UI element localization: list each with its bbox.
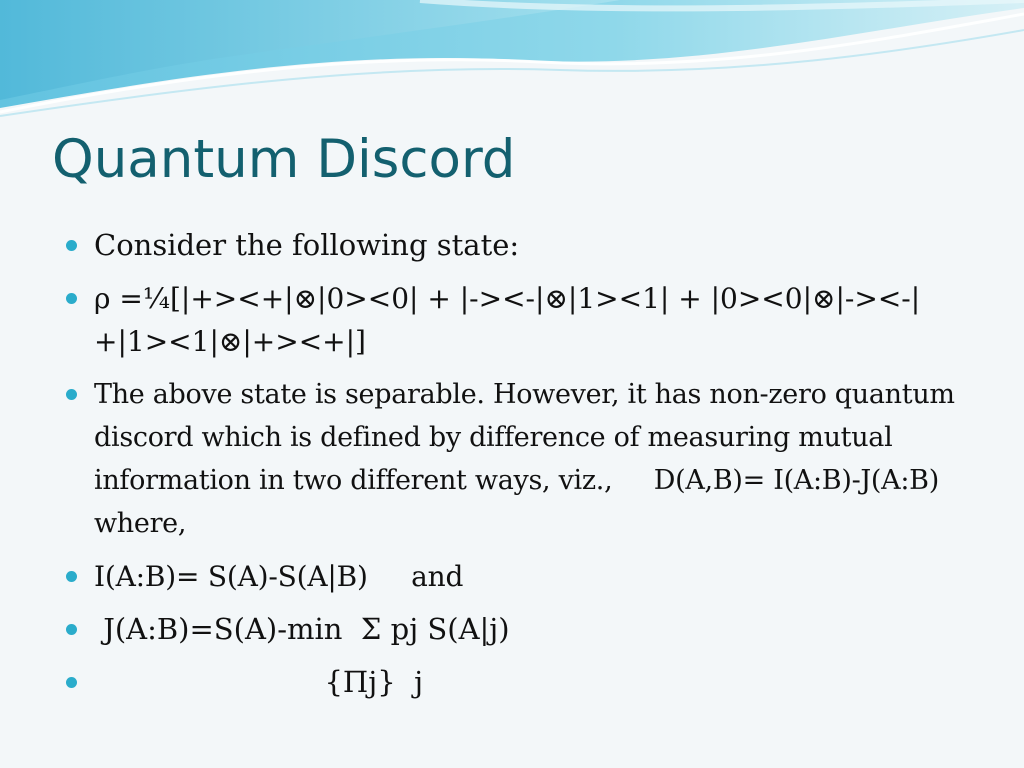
bullet-item [66,608,966,651]
bullet-dot-icon [66,624,77,635]
bullet-item [66,373,981,545]
bullet-text: {Πj} j [94,665,424,699]
bullet-item [66,555,966,598]
bullet-dot-icon [66,389,77,400]
bullet-text: Consider the following state: [94,228,520,262]
bullet-dot-icon [66,677,77,688]
bullet-text: The above state is separable. However, it has non-zero quantum discord which is defined by difference of measuring mutual information in two different ways, viz., D(A,B)= I(A:B)-J(A:B) where, [94,379,981,539]
bullet-dot-icon [66,571,77,582]
slide-title: Quantum Discord [52,129,516,190]
bullet-item [66,277,966,363]
bullet-dot-icon [66,240,77,251]
bullet-text: I(A:B)= S(A)-S(A|B) and [94,560,464,593]
bullet-text: J(A:B)=S(A)-min Σ pj S(A|j) [94,612,510,646]
header-wave-decoration [0,0,1024,120]
bullet-item [66,661,966,704]
bullet-dot-icon [66,293,77,304]
bullet-text: ρ =¼[|+><+|⊗|0><0| + |-><-|⊗|1><1| + |0><0|⊗|-><-| +|1><1|⊗|+><+|] [94,282,930,358]
bullet-item [66,224,966,267]
bullet-list [66,224,981,714]
